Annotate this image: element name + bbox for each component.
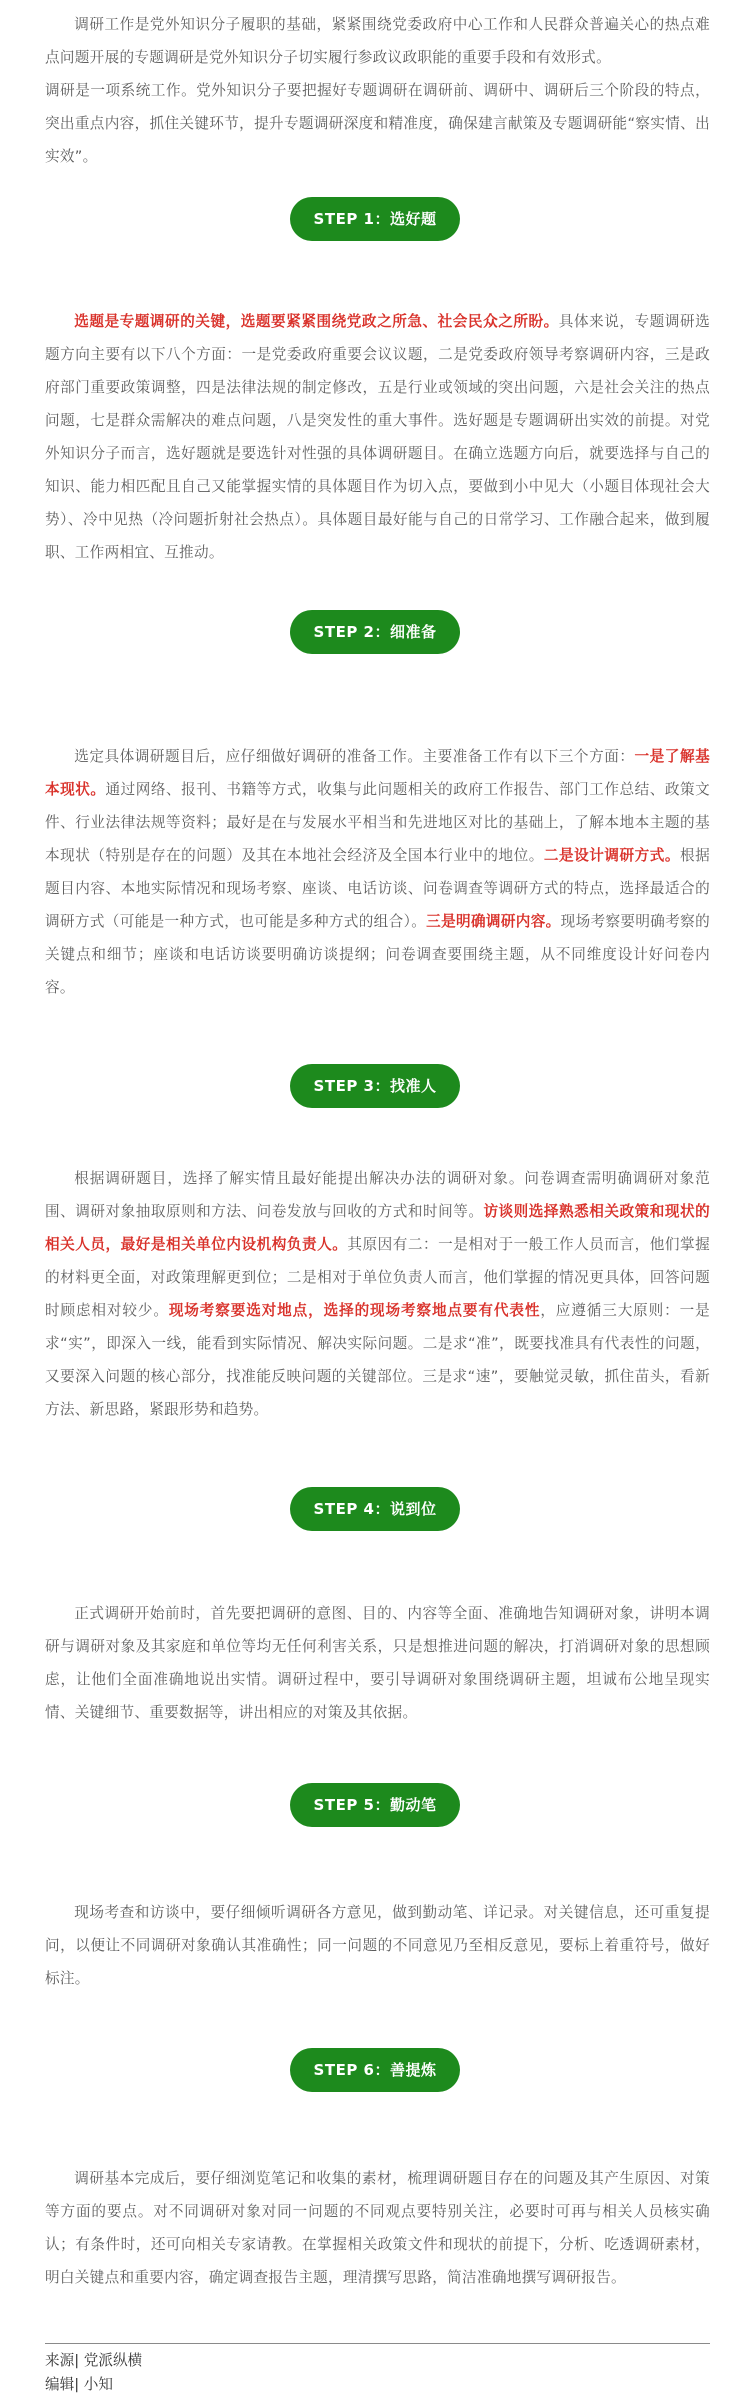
intro-paragraph-1: 调研工作是党外知识分子履职的基础，紧紧围绕党委政府中心工作和人民群众普遍关心的热点难点问题开展的专题调研是党外知识分子切实履行参政议政职能的重要手段和有效形式。 [45, 16, 710, 66]
step-4-badge: STEP 4：说到位 [290, 1487, 460, 1531]
step-3-badge: STEP 3：找准人 [290, 1064, 460, 1108]
step-3-text-2: 其原因有二：一是相对于一般工作人员而言，他们掌握的材料更全面，对政策理解更到位；二是相对于单位负责人而言，他们掌握的情况更具体，回答问题时顾虑相对较少。 [45, 1236, 710, 1319]
editor-label: 编辑 [45, 2376, 75, 2393]
step-3-text-1: 根据调研题目，选择了解实情且最好能提出解决办法的调研对象。问卷调查需明确调研对象范围、调研对象抽取原则和方法、问卷发放与回收的方式和时间等。 [45, 1170, 710, 1220]
step-5-badge: STEP 5：勤动笔 [290, 1783, 460, 1827]
step-2-text-4: 现场考察要明确考察的关键点和细节；座谈和电话访谈要明确访谈提纲；问卷调查要围绕主题，从不同维度设计好问卷内容。 [45, 913, 710, 996]
step-1-paragraph [45, 305, 710, 569]
step-2-paragraph [45, 740, 710, 1004]
editor-value: | 小知 [74, 2376, 113, 2393]
step-5-paragraph: 现场考查和访谈中，要仔细倾听调研各方意见，做到勤动笔、详记录。对关键信息，还可重复提问，以便让不同调研对象确认其准确性；同一问题的不同意见乃至相反意见，要标上着重符号，做好标注。 [45, 1904, 710, 1987]
step-1-badge: STEP 1：选好题 [290, 197, 460, 241]
source-label: 来源 [45, 2352, 75, 2369]
step-2-text-1: 选定具体调研题目后，应仔细做好调研的准备工作。主要准备工作有以下三个方面： [74, 748, 635, 765]
source-value: | 党派纵横 [74, 2352, 143, 2369]
intro-paragraph-2: 调研是一项系统工作。党外知识分子要把握好专题调研在调研前、调研中、调研后三个阶段的特点，突出重点内容，抓住关键环节，提升专题调研深度和精准度，确保建言献策及专题调研能“察实情、出实效”。 [45, 82, 710, 165]
step-6-paragraph: 调研基本完成后，要仔细浏览笔记和收集的素材，梳理调研题目存在的问题及其产生原因、对策等方面的要点。对不同调研对象对同一问题的不同观点要特别关注，必要时可再与相关人员核实确认；有条件时，还可向相关专家请教。在掌握相关政策文件和现状的前提下，分析、吃透调研素材，明白关键点和重要内容，确定调查报告主题，理清撰写思路，简洁准确地撰写调研报告。 [45, 2170, 710, 2286]
footer-divider [45, 2343, 710, 2344]
step-2-point-2: 二是设计调研方式。 [543, 847, 680, 864]
step-2-point-3: 三是明确调研内容。 [426, 913, 561, 930]
step-4-paragraph: 正式调研开始前时，首先要把调研的意图、目的、内容等全面、准确地告知调研对象，讲明本调研与调研对象及其家庭和单位等均无任何利害关系，只是想推进问题的解决，打消调研对象的思想顾虑，让他们全面准确地说出实情。调研过程中，要引导调研对象围绕调研主题，坦诚布公地呈现实情、关键细节、重要数据等，讲出相应的对策及其依据。 [45, 1605, 710, 1721]
step-1-text: 具体来说，专题调研选题方向主要有以下八个方面：一是党委政府重要会议议题，二是党委政府领导考察调研内容，三是政府部门重要政策调整，四是法律法规的制定修改，五是行业或领域的突出问题，六是社会关注的热点问题，七是群众需解决的难点问题，八是突发性的重大事件。选好题是专题调研出实效的前提。对党外知识分子而言，选好题就是要选针对性强的具体调研题目。在确立选题方向后，就要选择与自己的知识、能力相匹配且自己又能掌握实情的具体题目作为切入点，要做到小中见大（小题目体现社会大势）、冷中见热（冷问题折射社会热点）。具体题目最好能与自己的日常学习、工作融合起来，做到履职、工作两相宜、互推动。 [45, 313, 710, 561]
step-2-badge: STEP 2：细准备 [290, 610, 460, 654]
step-6-badge: STEP 6：善提炼 [290, 2048, 460, 2092]
step-2-point-1: 一是了解基本现状。 [45, 748, 710, 798]
step-3-point-1: 访谈则选择熟悉相关政策和现状的相关人员，最好是相关单位内设机构负责人。 [45, 1203, 710, 1253]
step-3-point-2: 现场考察要选对地点，选择的现场考察地点要有代表性 [168, 1302, 541, 1319]
step-2-text-2: 通过网络、报刊、书籍等方式，收集与此问题相关的政府工作报告、部门工作总结、政策文件、行业法律法规等资料；最好是在与发展水平相当和先进地区对比的基础上，了解本地本主题的基本现状（特别是存在的问题）及其在本地社会经济及全国本行业中的地位。 [45, 781, 710, 864]
step-3-paragraph [45, 1162, 710, 1426]
source-credit [45, 2350, 142, 2372]
editor-credit [45, 2374, 113, 2396]
step-2-text-3: 根据题目内容、本地实际情况和现场考察、座谈、电话访谈、问卷调查等调研方式的特点，选择最适合的调研方式（可能是一种方式，也可能是多种方式的组合）。 [45, 847, 711, 930]
step-1-lead: 选题是专题调研的关键，选题要紧紧围绕党政之所急、社会民众之所盼。 [74, 313, 559, 330]
step-3-text-3: ，应遵循三大原则：一是求“实”，即深入一线，能看到实际情况、解决实际问题。二是求“准”，既要找准具有代表性的问题，又要深入问题的核心部分，找准能反映问题的关键部位。三是求“速”，要触觉灵敏，抓住苗头，看新方法、新思路，紧跟形势和趋势。 [45, 1302, 710, 1418]
